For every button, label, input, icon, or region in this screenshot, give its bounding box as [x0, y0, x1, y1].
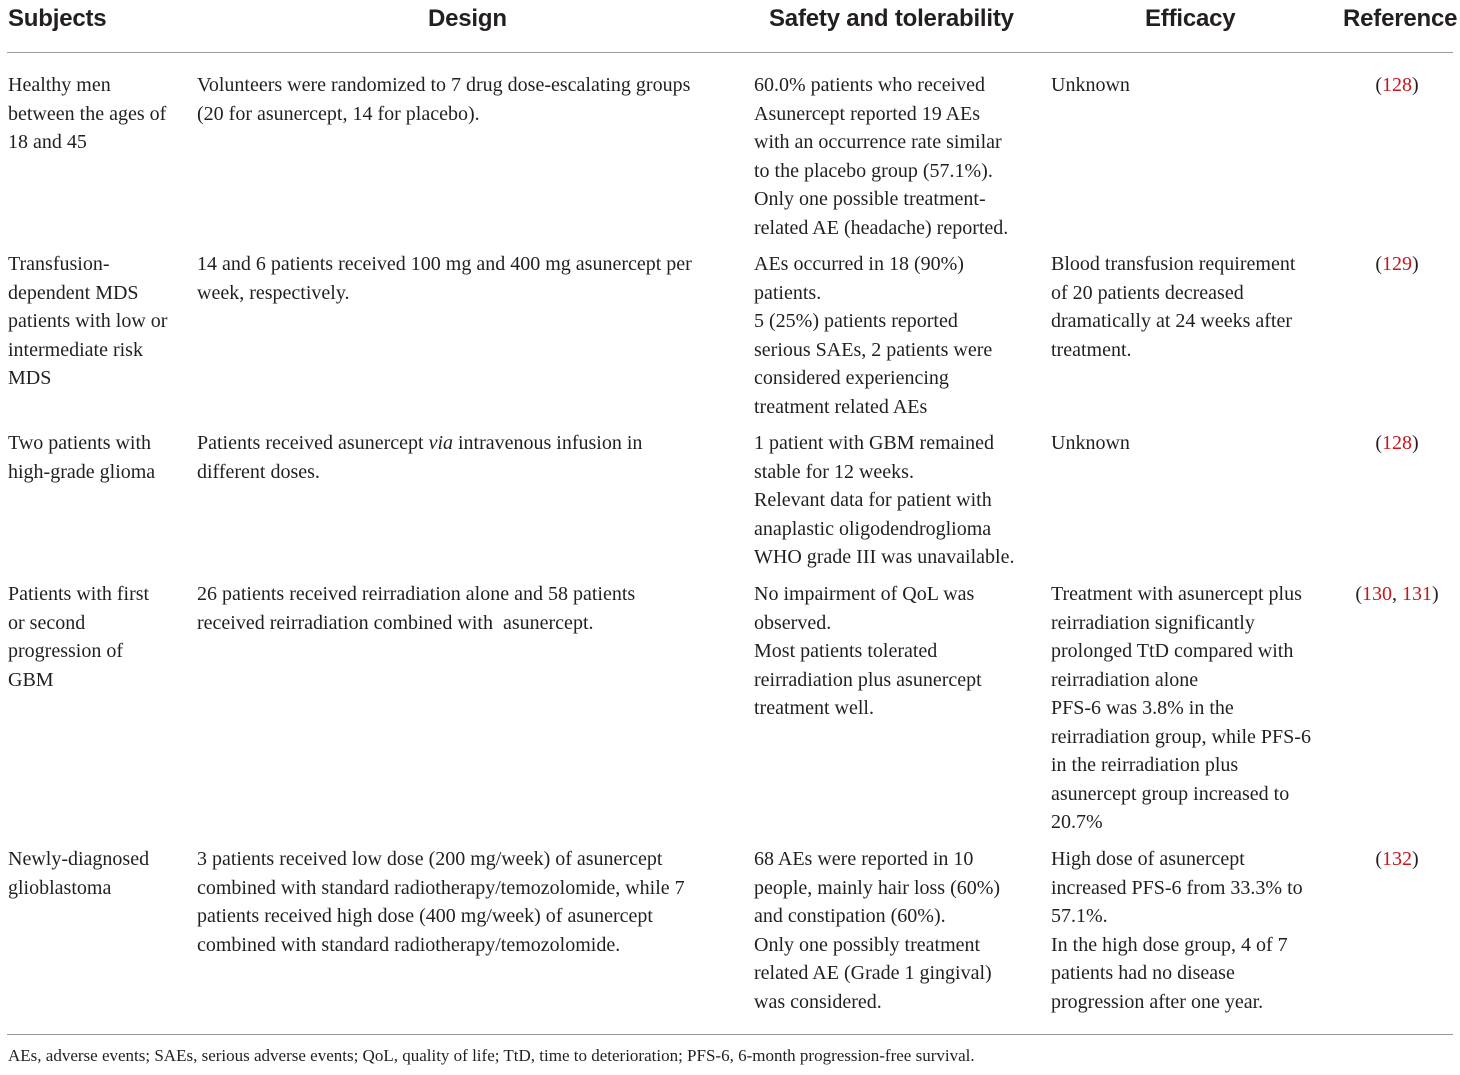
reference-link[interactable]: 128 — [1382, 74, 1412, 96]
table-header-row — [0, 0, 1460, 52]
header-reference: Reference — [1343, 5, 1458, 32]
reference-link[interactable]: 129 — [1382, 253, 1412, 275]
cell-reference: (130, 131) — [1355, 583, 1439, 605]
reference-link[interactable]: 130 — [1362, 583, 1392, 605]
cell-subjects: Two patients with high-grade glioma — [8, 432, 156, 483]
cell-subjects: Transfusion- dependent MDS patients with low or intermediate risk MDS — [8, 253, 168, 389]
cell-reference: (128) — [1375, 74, 1419, 96]
reference-link[interactable]: 128 — [1382, 432, 1412, 454]
cell-subjects: Newly-diagnosed glioblastoma — [8, 848, 150, 899]
cell-design: 3 patients received low dose (200 mg/week) of asunercept combined with standard radiotherapy/temozolomide, while 7 patients received high dose (400 mg/week) of asunercept combined with standard radiotherapy/temozolomide. — [197, 848, 685, 956]
cell-safety: AEs occurred in 18 (90%) patients. 5 (25%) patients reported serious SAEs, 2 patients were considered experiencing treatment related AEs — [754, 253, 993, 418]
reference-link[interactable]: 132 — [1382, 848, 1412, 870]
cell-subjects: Patients with first or second progression of GBM — [8, 583, 150, 691]
cell-efficacy: Unknown — [1051, 74, 1130, 96]
header-safety: Safety and tolerability — [769, 5, 1014, 32]
cell-safety: 1 patient with GBM remained stable for 12 weeks. Relevant data for patient with anaplastic oligodendroglioma WHO grade III was unavailable. — [754, 432, 1015, 568]
cell-efficacy: Treatment with asunercept plus reirradiation significantly prolonged TtD compared with reirradiation alone PFS-6 was 3.8% in the reirradiation group, while PFS-6 in the reirradiation plus asunercept group increased to 20.7% — [1051, 583, 1311, 833]
cell-subjects: Healthy men between the ages of 18 and 45 — [8, 74, 167, 153]
reference-link[interactable]: 131 — [1402, 583, 1432, 605]
header-efficacy: Efficacy — [1145, 5, 1236, 32]
cell-safety: 60.0% patients who received Asunercept reported 19 AEs with an occurrence rate similar to the placebo group (57.1%). Only one possible treatment- related AE (headache) reported. — [754, 74, 1009, 239]
cell-reference: (129) — [1375, 253, 1419, 275]
table-footnote: AEs, adverse events; SAEs, serious adverse events; QoL, quality of life; TtD, time to deterioration; PFS-6, 6-month progression-free survival. — [8, 1046, 975, 1065]
header-subjects: Subjects — [8, 5, 107, 32]
cell-safety: No impairment of QoL was observed. Most patients tolerated reirradiation plus asunercept treatment well. — [754, 583, 982, 719]
cell-reference: (132) — [1375, 848, 1419, 870]
cell-efficacy: High dose of asunercept increased PFS-6 from 33.3% to 57.1%. In the high dose group, 4 of 7 patients had no disease progression after one year. — [1051, 848, 1303, 1013]
header-design: Design — [428, 5, 507, 32]
cell-design: Patients received asunercept via intravenous infusion in different doses. — [197, 432, 643, 483]
cell-design: 14 and 6 patients received 100 mg and 400 mg asunercept per week, respectively. — [197, 253, 692, 304]
header-rule — [7, 52, 1453, 53]
cell-safety: 68 AEs were reported in 10 people, mainly hair loss (60%) and constipation (60%). Only one possibly treatment related AE (Grade 1 gingival) was considered. — [754, 848, 1001, 1013]
cell-design: 26 patients received reirradiation alone and 58 patients received reirradiation combined with asunercept. — [197, 583, 636, 634]
cell-efficacy: Blood transfusion requirement of 20 patients decreased dramatically at 24 weeks after treatment. — [1051, 253, 1296, 361]
cell-reference: (128) — [1375, 432, 1419, 454]
cell-efficacy: Unknown — [1051, 432, 1130, 454]
cell-design: Volunteers were randomized to 7 drug dose-escalating groups (20 for asunercept, 14 for placebo). — [197, 74, 691, 125]
footer-rule — [7, 1034, 1453, 1035]
